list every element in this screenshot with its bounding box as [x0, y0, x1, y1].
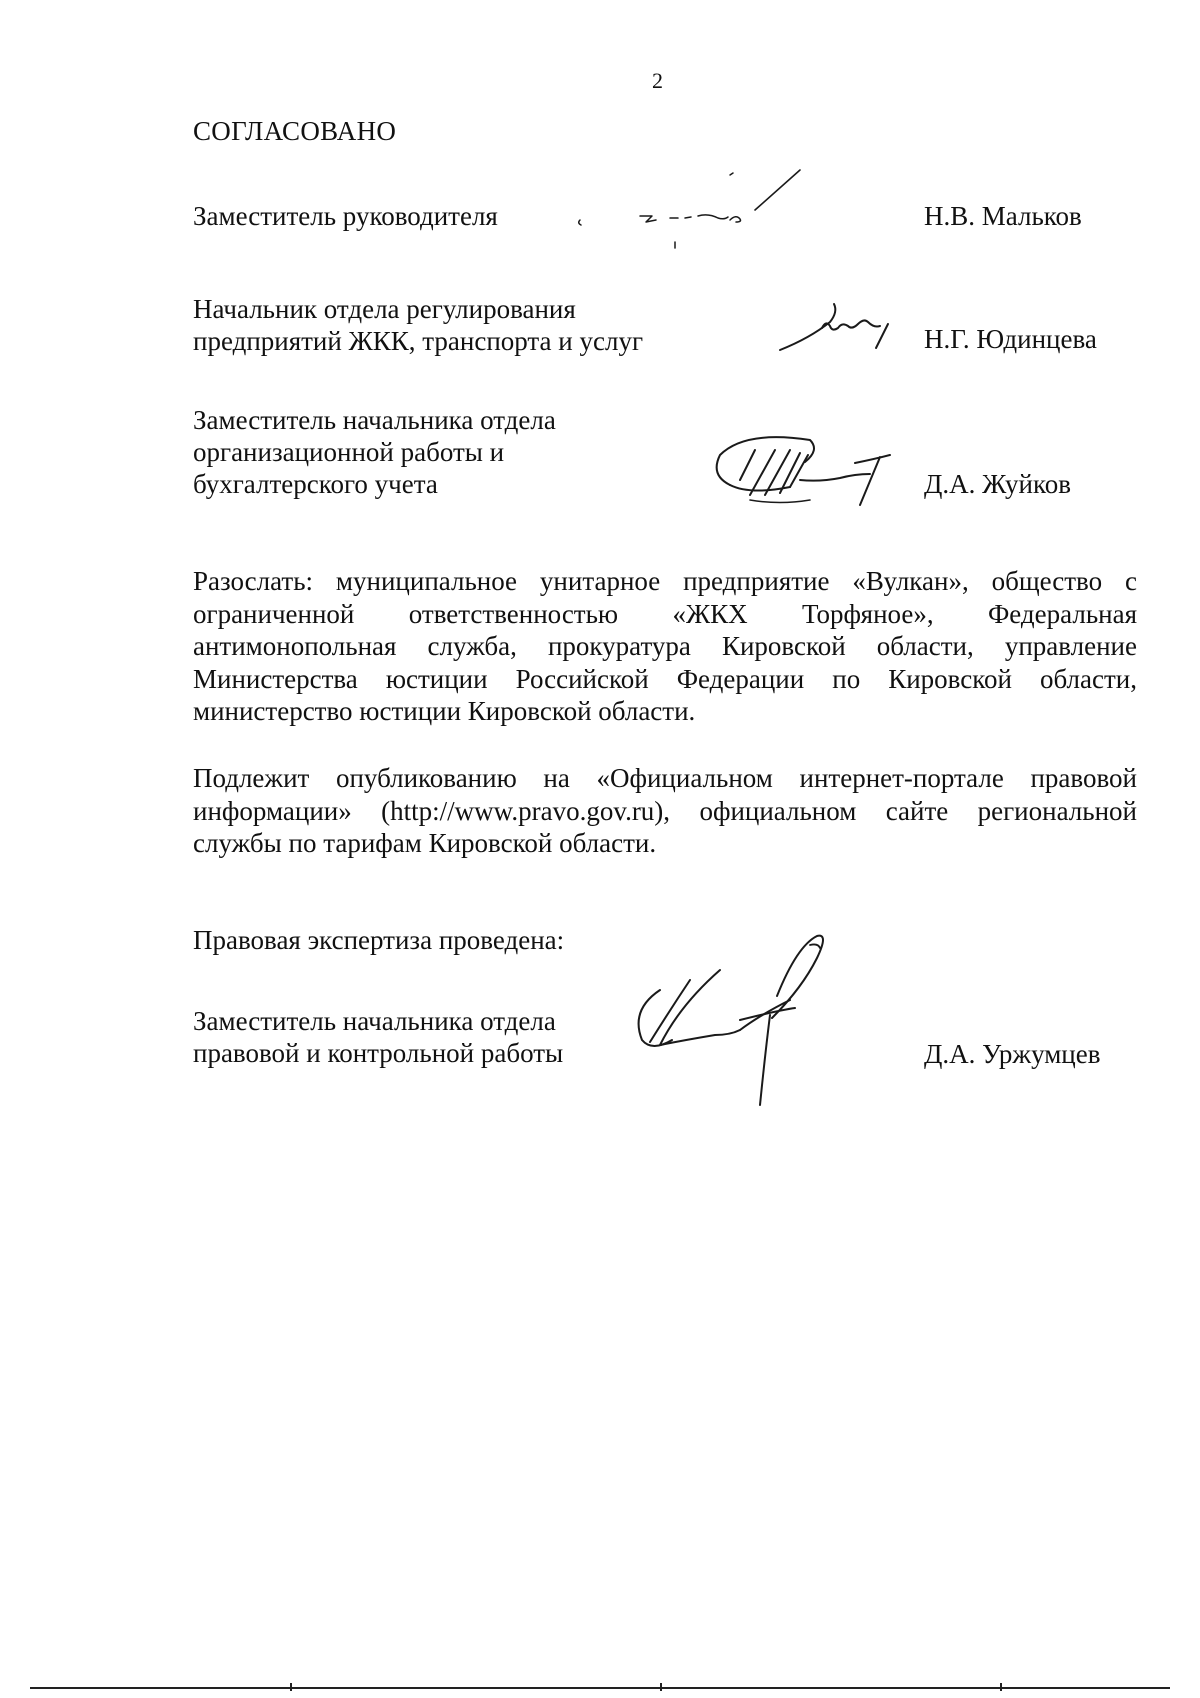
legal-review-title: Правовая экспертиза проведена: — [193, 925, 565, 955]
page-number: 2 — [652, 68, 663, 93]
approver-3-position — [193, 404, 556, 500]
page-edge-tick — [1000, 1683, 1002, 1691]
signature-3-image — [690, 425, 930, 525]
page-edge-tick — [290, 1683, 292, 1691]
page-edge-tick — [660, 1683, 662, 1691]
approver-2-position — [193, 293, 643, 357]
approver-1-position-line: Заместитель руководителя — [193, 201, 498, 231]
legal-reviewer-name: Д.А. Уржумцев — [924, 1039, 1101, 1069]
approver-3-name: Д.А. Жуйков — [924, 469, 1071, 499]
approver-2-name: Н.Г. Юдинцева — [924, 324, 1097, 354]
approver-1-position — [193, 200, 498, 232]
approver-1-name: Н.В. Мальков — [924, 201, 1082, 231]
page-bottom-edge — [30, 1687, 1170, 1689]
distribution-paragraph: Разослать: муниципальное унитарное предприятие «Вулкан», общество с ограниченной ответственностью «ЖКХ Торфяное», Федеральная антимонопольная служба, прокуратура Кировской области, управление Министерства юстиции Российской Федерации по Кировской области, министерство юстиции Кировской области. — [193, 566, 1137, 726]
approver-2-position-line-1: Начальник отдела регулирования — [193, 294, 576, 324]
signature-4-image — [600, 940, 900, 1120]
approver-3-position-line-1: Заместитель начальника отдела — [193, 405, 556, 435]
approver-3-position-line-3: бухгалтерского учета — [193, 469, 438, 499]
approver-2-position-line-2: предприятий ЖКК, транспорта и услуг — [193, 326, 644, 356]
legal-review-position-line-1: Заместитель начальника отдела — [193, 1006, 556, 1036]
approver-3-position-line-2: организационной работы и — [193, 437, 505, 467]
signature-1-image — [570, 150, 870, 260]
approval-heading: СОГЛАСОВАНО — [193, 116, 397, 146]
publication-paragraph: Подлежит опубликованию на «Официальном интернет-портале правовой информации» (http://www.pravo.gov.ru), официальном сайте региональной службы по тарифам Кировской области. — [193, 763, 1137, 858]
legal-review-position — [193, 1005, 563, 1069]
legal-review-position-line-2: правовой и контрольной работы — [193, 1038, 564, 1068]
signature-2-image — [770, 290, 920, 370]
